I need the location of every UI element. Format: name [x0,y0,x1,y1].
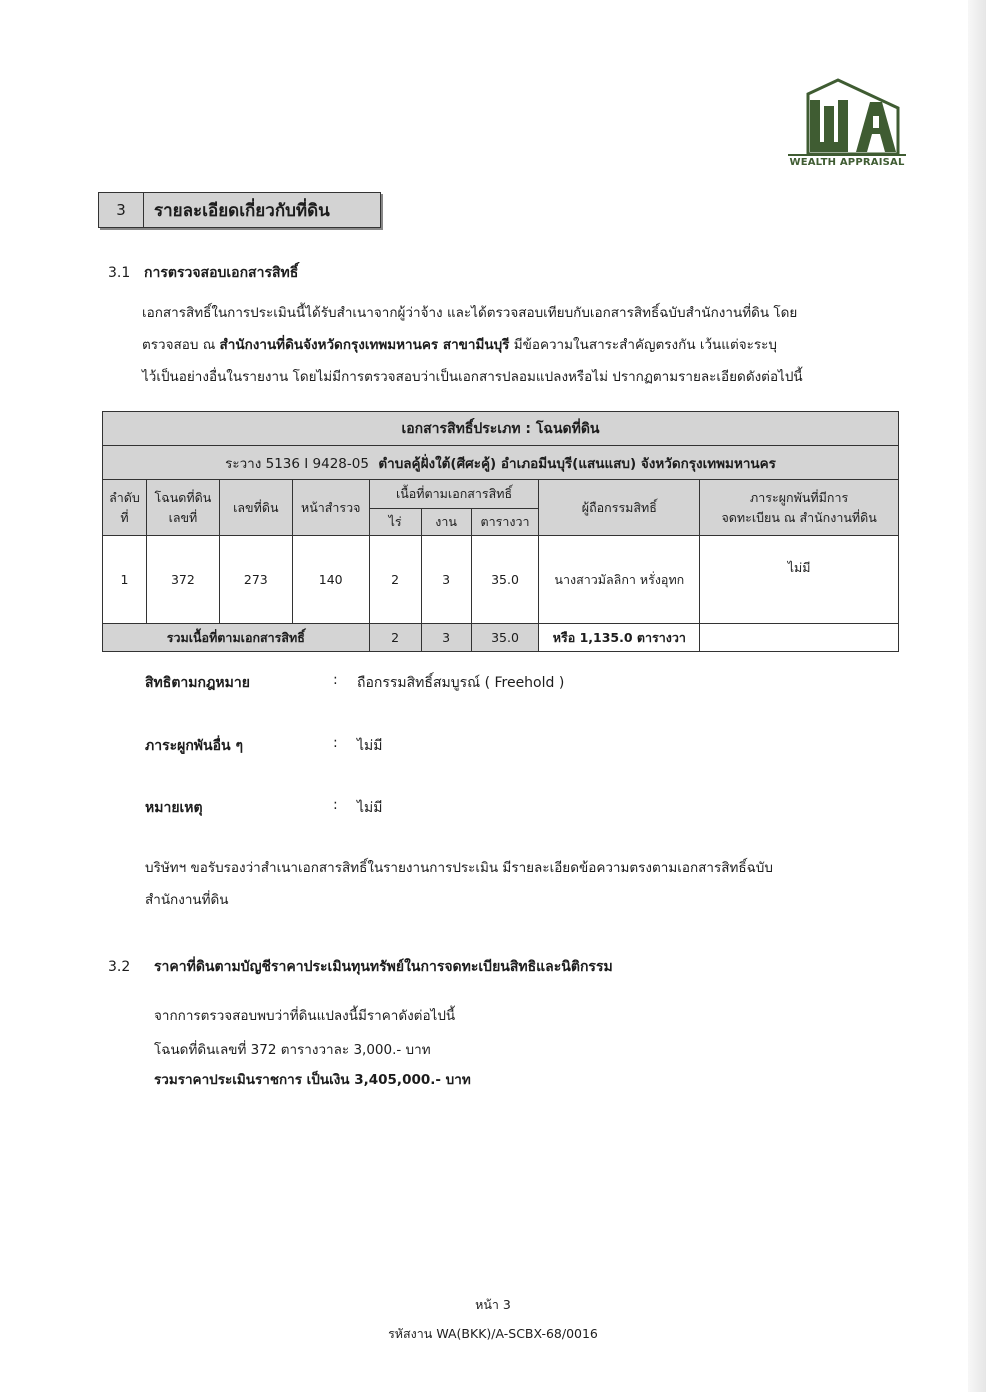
job-code: รหัสงาน WA(BKK)/A-SCBX-68/0016 [388,1326,598,1341]
section-title: รายละเอียดเกี่ยวกับที่ดิน [154,200,330,221]
other-burden-label: ภาระผูกพันอื่น ๆ [145,738,243,754]
cell-burden: ไม่มี [700,536,899,624]
colon: : [333,672,338,688]
cell-survey: 140 [292,536,369,624]
cell-deed: 372 [146,536,219,624]
colon: : [333,735,338,751]
paragraph-line: สำนักงานที่ดิน [145,892,229,908]
column-header-land-no: เลขที่ดิน [219,480,292,536]
price-per-wa-line: โฉนดที่ดินเลขที่ 372 ตารางวาละ 3,000.- บาท [154,1042,431,1058]
subsection-title: ราคาที่ดินตามบัญชีราคาประเมินทุนทรัพย์ในการจดทะเบียนสิทธิและนิติกรรม [154,959,613,975]
cell-owner: นางสาวมัลลิกา หรั่งอุทก [539,536,700,624]
cell-rai: 2 [369,536,421,624]
cell-wa: 35.0 [471,536,539,624]
column-header-burden: ภาระผูกพันที่มีการ จดทะเบียน ณ สำนักงานที่ดิน [700,480,899,536]
land-office-name: สำนักงานที่ดินจังหวัดกรุงเทพมหานคร สาขามีนบุรี [219,337,510,353]
total-wa: 35.0 [471,624,539,652]
remark-value: ไม่มี [357,800,383,816]
total-row [103,624,899,652]
total-or-text: หรือ 1,135.0 ตารางวา [539,624,700,652]
deed-type-header: เอกสารสิทธิ์ประเภท : โฉนดที่ดิน [103,412,899,446]
certification-paragraph [145,852,890,916]
page-number: หน้า 3 [475,1297,511,1312]
table-row [103,536,899,624]
subsection-3-2-heading [108,956,613,978]
cell-ngan: 3 [421,536,471,624]
paragraph-line [142,329,887,361]
paragraph-line: เอกสารสิทธิ์ในการประเมินนี้ได้รับสำเนาจากผู้ว่าจ้าง และได้ตรวจสอบเทียบกับเอกสารสิทธิ์ฉบับสำนักงานที่ดิน โดย [142,305,798,321]
column-header-survey: หน้าสำรวจ [292,480,369,536]
subsection-3-1-heading [108,262,298,284]
deed-check-paragraph [142,297,887,393]
total-label: รวมเนื้อที่ตามเอกสารสิทธิ์ [103,624,370,652]
column-header-ngan: งาน [421,509,471,536]
legal-right-label: สิทธิตามกฎหมาย [145,675,250,691]
paragraph-line: บริษัทฯ ขอรับรองว่าสำเนาเอกสารสิทธิ์ในรายงานการประเมิน มีรายละเอียดข้อความตรงตามเอกสารสิทธิ์ฉบับ [145,860,773,876]
price-intro-line: จากการตรวจสอบพบว่าที่ดินแปลงนี้มีราคาดังต่อไปนี้ [154,1008,456,1024]
other-burden-value: ไม่มี [357,738,383,754]
subsection-title: การตรวจสอบเอกสารสิทธิ์ [144,265,299,281]
cell-order: 1 [103,536,147,624]
total-empty-cell [700,624,899,652]
deed-location-header [103,446,899,480]
total-ngan: 3 [421,624,471,652]
cell-land-no: 273 [219,536,292,624]
paragraph-text: มีข้อความในสาระสำคัญตรงกัน เว้นแต่จะระบุ [509,337,777,353]
column-header-deed: โฉนดที่ดิน เลขที่ [146,480,219,536]
page-edge-shadow [968,0,986,1392]
section-number: 3 [99,193,144,227]
paragraph-text: ตรวจสอบ ณ [142,337,220,353]
deed-table [102,411,899,652]
section-heading [98,192,381,228]
total-rai: 2 [369,624,421,652]
colon: : [333,797,338,813]
legal-right-value: ถือกรรมสิทธิ์สมบูรณ์ ( Freehold ) [357,675,565,691]
column-header-rai: ไร่ [369,509,421,536]
subsection-number: 3.2 [108,959,131,975]
subsection-number: 3.1 [108,265,131,281]
location-text: ตำบลคู้ฝั่งใต้(ศีศะคู้) อำเภอมีนบุรี(แสนแสบ) จังหวัดกรุงเทพมหานคร [378,455,776,472]
column-header-order: ลำดับ ที่ [103,480,147,536]
map-sheet: ระวาง 5136 I 9428-05 [225,455,369,472]
remark-label: หมายเหตุ [145,800,203,816]
logo-brand-text: WEALTH APPRAISAL [788,154,906,168]
paragraph-line: ไว้เป็นอย่างอื่นในรายงาน โดยไม่มีการตรวจสอบว่าเป็นเอกสารปลอมแปลงหรือไม่ ปรากฏตามรายละเอียดดังต่อไปนี้ [142,369,803,385]
column-header-wa: ตารางวา [471,509,539,536]
column-header-owner: ผู้ถือกรรมสิทธิ์ [539,480,700,536]
total-appraisal-line: รวมราคาประเมินราชการ เป็นเงิน 3,405,000.- บาท [154,1072,471,1088]
column-header-area: เนื้อที่ตามเอกสารสิทธิ์ [369,480,539,509]
